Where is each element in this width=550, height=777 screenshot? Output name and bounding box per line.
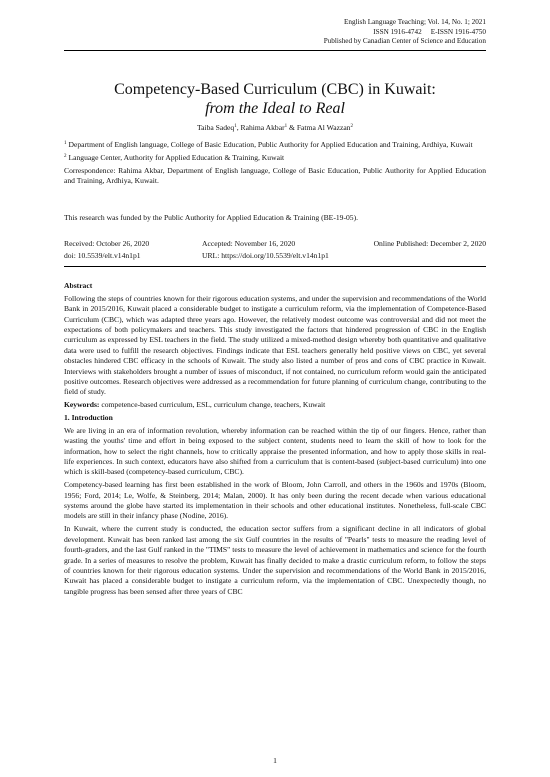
accepted-date: Accepted: November 16, 2020 — [202, 239, 296, 248]
affiliation-2: $^2$ Language Center, Authority for Applied Education & Training, Kuwait — [64, 152, 285, 162]
author-name: Taiba Sadeq — [197, 123, 235, 132]
keywords — [64, 400, 486, 410]
issn-line: ISSN 1916-4742 E-ISSN 1916-4750 — [373, 27, 486, 36]
intro-paragraph: We are living in an era of information revolution, whereby information can be reached within the tip of our fingers. Hence, rather than wasting the youths' time and effort in being exposed to the subject content, students need to learn the skill of how to look for the information, how to select the right channels, how to critically appraise the presented information, and how to apply those skills in real-life experiences. In such context, educators have also shifted from a curriculum that is content-based (subject-based curriculum) into one which is skill-based (competency-based curriculum, CBC). — [64, 425, 486, 477]
abstract-section — [64, 281, 486, 600]
affiliation-1: $^1$ Department of English language, College of Basic Education, Public Authority for Applied Education and Training, Ardhiya, Kuwait — [64, 140, 473, 149]
introduction-heading: 1. Introduction — [64, 413, 113, 423]
affiliations — [64, 140, 486, 189]
journal-header — [324, 18, 486, 47]
author-affiliation-mark: 1 — [284, 124, 288, 129]
keywords-label: Keywords: — [64, 400, 100, 410]
published-date: Online Published: December 2, 2020 — [373, 239, 486, 248]
abstract-heading: Abstract — [64, 281, 93, 290]
author-name: Rahima Akbar — [240, 123, 285, 132]
article-dates — [64, 239, 486, 262]
received-date: Received: October 26, 2020 — [64, 239, 150, 248]
doi-url: URL: https://doi.org/10.5539/elt.v14n1p1 — [202, 251, 329, 261]
funding-note: This research was funded by the Public Authority for Applied Education & Training (BE-19-05). — [64, 213, 358, 222]
author-name: Fatma Al Wazzan — [296, 123, 351, 132]
intro-paragraph: Competency-based learning has first been established in the work of Bloom, John Carroll, and others in the 1960s and 1970s (Bloom, 1956; Ford, 2014; Le, Wolfe, & Steinberg, 2014; Malan, 2000). It has only been during the recent decade when various educational systems around the globe have started its implementation in their schools and other educational institutes. Nonetheless, full-scale CBC models are still in their infancy phase (Nodine, 2016). — [64, 480, 486, 521]
author-list: Taiba Sadeq$^1$, Rahima Akbar$^1$ & Fatma Al Wazzan$^2$ — [197, 123, 353, 132]
doi: doi: 10.5539/elt.v14n1p1 — [64, 251, 141, 261]
paper-title: Competency-Based Curriculum (CBC) in Kuwait: — [114, 81, 436, 98]
dates-rule — [64, 266, 486, 267]
title-block — [64, 80, 486, 118]
author-affiliation-mark: 2 — [350, 124, 353, 129]
abstract-text: Following the steps of countries known for their rigorous education systems, and under the supervision and recommendations of the World Bank in 2015/2016, Kuwait placed a considerable budget to instigate a curriculum reform, via the implementation of Competence-Based Curriculum (CBC), which was adapted three years ago. However, the relatively modest outcome was controversial and did not meet the expectations of both policymakers and teachers. This study investigated the factors that hindered progression of CBC in the English curriculum as expressed by ESL teachers in the field. The study utilized a mixed-method design whereby both quantitative and qualitative data were used to fulfill the research objectives. Findings indicate that ESL teachers generally held positive views on CBC, yet several obstacles hindered CBC efficacy in the schools of Kuwait. The study also listed a number of pros and cons of CBC practice in Kuwait. Interviews with stakeholders brought a number of issues of misconduct, if not contained, no curriculum reform would gain the anticipated positive outcomes. Research objectives were addressed as a recommendation for future planning of curriculum change, contributing to the field of study. — [64, 293, 486, 397]
publisher-line: Published by Canadian Center of Science and Education — [323, 37, 486, 46]
correspondence: Correspondence: Rahima Akbar, Department of English language, College of Basic Education, Public Authority for Applied Education and Training, Ardhiya, Kuwait. — [64, 165, 486, 185]
author-affiliation-mark: 1 — [234, 124, 237, 129]
intro-paragraph: In Kuwait, where the current study is conducted, the education sector suffers from a significant decline in all indicators of global development. Kuwait has been ranked last among the six Gulf countries in the results of "Pearls" tests to measure the reading level of fourth-graders, and the last Gulf ranked in the "TIMS" tests to measure the level of achievement in mathematics and science for the fourth grade. In a series of measures to resolve the problem, Kuwait has finally decided to make a drastic curriculum reform, to follow the steps of countries known for their rigorous education systems. Under the supervision and recommendations of the World Bank in 2015/2016, Kuwait has placed a considerable budget to instigate a curriculum reform, via the implementation of CBC. Unexpectedly though, no tangible progress has been sensed after three years of CBC — [64, 524, 486, 596]
page-number: 1 — [273, 756, 277, 765]
keywords-text: competence-based curriculum, ESL, curriculum change, teachers, Kuwait — [99, 400, 326, 410]
paper-subtitle: from the Ideal to Real — [205, 100, 345, 117]
header-rule — [64, 50, 486, 51]
journal-line: English Language Teaching; Vol. 14, No. 1; 2021 — [343, 18, 486, 26]
